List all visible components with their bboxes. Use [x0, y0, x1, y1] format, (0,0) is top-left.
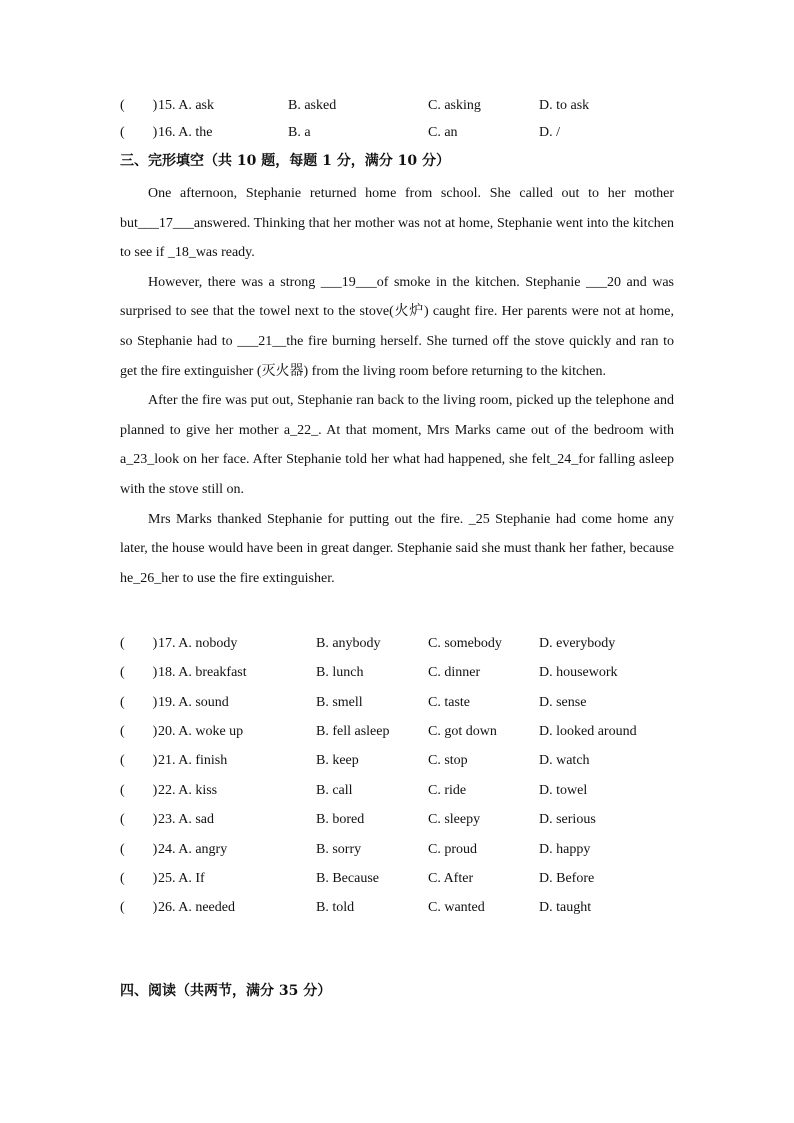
option-b: B. call — [316, 783, 353, 798]
option-c: C. proud — [428, 842, 477, 857]
option-d: D. looked around — [539, 724, 637, 739]
option-c: C. sleepy — [428, 812, 481, 827]
question-row — [120, 123, 680, 143]
option-d: D. serious — [539, 812, 596, 827]
option-c: C. dinner — [428, 665, 481, 680]
question-row — [120, 693, 680, 713]
option-b: B. fell asleep — [316, 724, 390, 739]
option-d: D. to ask — [539, 98, 590, 113]
question-row — [120, 722, 680, 742]
option-d: D. housework — [539, 665, 618, 680]
cloze-passage — [120, 179, 674, 593]
question-row — [120, 810, 680, 830]
passage-paragraph: Mrs Marks thanked Stephanie for putting out the fire. _25 Stephanie had come home any later, the house would have been in great danger. Stephanie said she must thank her father, because he_26_her to use the fire extinguisher. — [120, 511, 674, 586]
option-a: 21. A. finish — [158, 753, 228, 768]
option-a: 23. A. sad — [158, 812, 214, 827]
answer-blank: ( ) — [120, 842, 158, 857]
option-b: B. a — [288, 125, 311, 140]
option-b: B. smell — [316, 695, 363, 710]
answer-blank: ( ) — [120, 900, 158, 915]
option-b: B. keep — [316, 753, 359, 768]
option-a: 24. A. angry — [158, 842, 228, 857]
answer-blank: ( ) — [120, 125, 158, 140]
option-d: D. everybody — [539, 636, 616, 651]
option-c: C. ride — [428, 783, 467, 798]
option-a: 26. A. needed — [158, 900, 235, 915]
option-b: B. Because — [316, 871, 379, 886]
answer-blank: ( ) — [120, 665, 158, 680]
question-row — [120, 840, 680, 860]
option-b: B. sorry — [316, 842, 362, 857]
question-row — [120, 898, 680, 918]
option-c: C. got down — [428, 724, 497, 739]
passage-paragraph: However, there was a strong ___19___of smoke in the kitchen. Stephanie ___20 and was surprised to see that the towel next to the stove(火炉) caught fire. Her parents were not at home, so Stephanie had to ___21__the fire burning herself. She turned off the stove quickly and ran to get the fire extinguisher (灭火器) from the living room before returning to the kitchen. — [120, 274, 674, 379]
option-d: D. taught — [539, 900, 592, 915]
option-c: C. stop — [428, 753, 468, 768]
answer-blank: ( ) — [120, 636, 158, 651]
question-row — [120, 96, 680, 116]
option-b: B. told — [316, 900, 355, 915]
option-d: D. / — [539, 125, 560, 140]
option-b: B. bored — [316, 812, 365, 827]
answer-blank: ( ) — [120, 783, 158, 798]
option-c: C. somebody — [428, 636, 502, 651]
question-row — [120, 751, 680, 771]
passage-paragraph: One afternoon, Stephanie returned home from school. She called out to her mother but___17___answered. Thinking that her mother was not at home, Stephanie went into the kitchen to see if _18_was ready. — [120, 186, 674, 261]
answer-blank: ( ) — [120, 724, 158, 739]
passage-paragraph: After the fire was put out, Stephanie ran back to the living room, picked up the telephone and planned to give her mother a_22_. At that moment, Mrs Marks came out of the bedroom with a_23_look on her face. After Stephanie told her what had happened, she felt_24_for falling asleep with the stove still on. — [120, 393, 674, 497]
option-a: 25. A. If — [158, 871, 205, 886]
option-d: D. happy — [539, 842, 591, 857]
section-heading-reading: 四、阅读（共两节，满分 35 分） — [120, 983, 332, 999]
question-row — [120, 634, 680, 654]
option-a: 22. A. kiss — [158, 783, 218, 798]
option-c: C. taste — [428, 695, 470, 710]
question-row — [120, 663, 680, 683]
section-heading-cloze: 三、完形填空（共 10 题，每题 1 分，满分 10 分） — [120, 153, 450, 169]
option-c: C. an — [428, 125, 458, 140]
option-b: B. asked — [288, 98, 337, 113]
answer-blank: ( ) — [120, 871, 158, 886]
option-b: B. anybody — [316, 636, 381, 651]
option-a: 17. A. nobody — [158, 636, 238, 651]
option-c: C. wanted — [428, 900, 485, 915]
option-d: D. watch — [539, 753, 590, 768]
answer-blank: ( ) — [120, 695, 158, 710]
option-d: D. towel — [539, 783, 588, 798]
option-a: 18. A. breakfast — [158, 665, 247, 680]
option-a: 20. A. woke up — [158, 724, 244, 739]
option-d: D. Before — [539, 871, 595, 886]
answer-blank: ( ) — [120, 753, 158, 768]
option-a: 15. A. ask — [158, 98, 214, 113]
option-d: D. sense — [539, 695, 587, 710]
answer-blank: ( ) — [120, 812, 158, 827]
option-c: C. After — [428, 871, 474, 886]
option-a: 19. A. sound — [158, 695, 229, 710]
answer-blank: ( ) — [120, 98, 158, 113]
question-row — [120, 869, 680, 889]
option-a: 16. A. the — [158, 125, 213, 140]
option-c: C. asking — [428, 98, 481, 113]
question-row — [120, 781, 680, 801]
option-b: B. lunch — [316, 665, 364, 680]
